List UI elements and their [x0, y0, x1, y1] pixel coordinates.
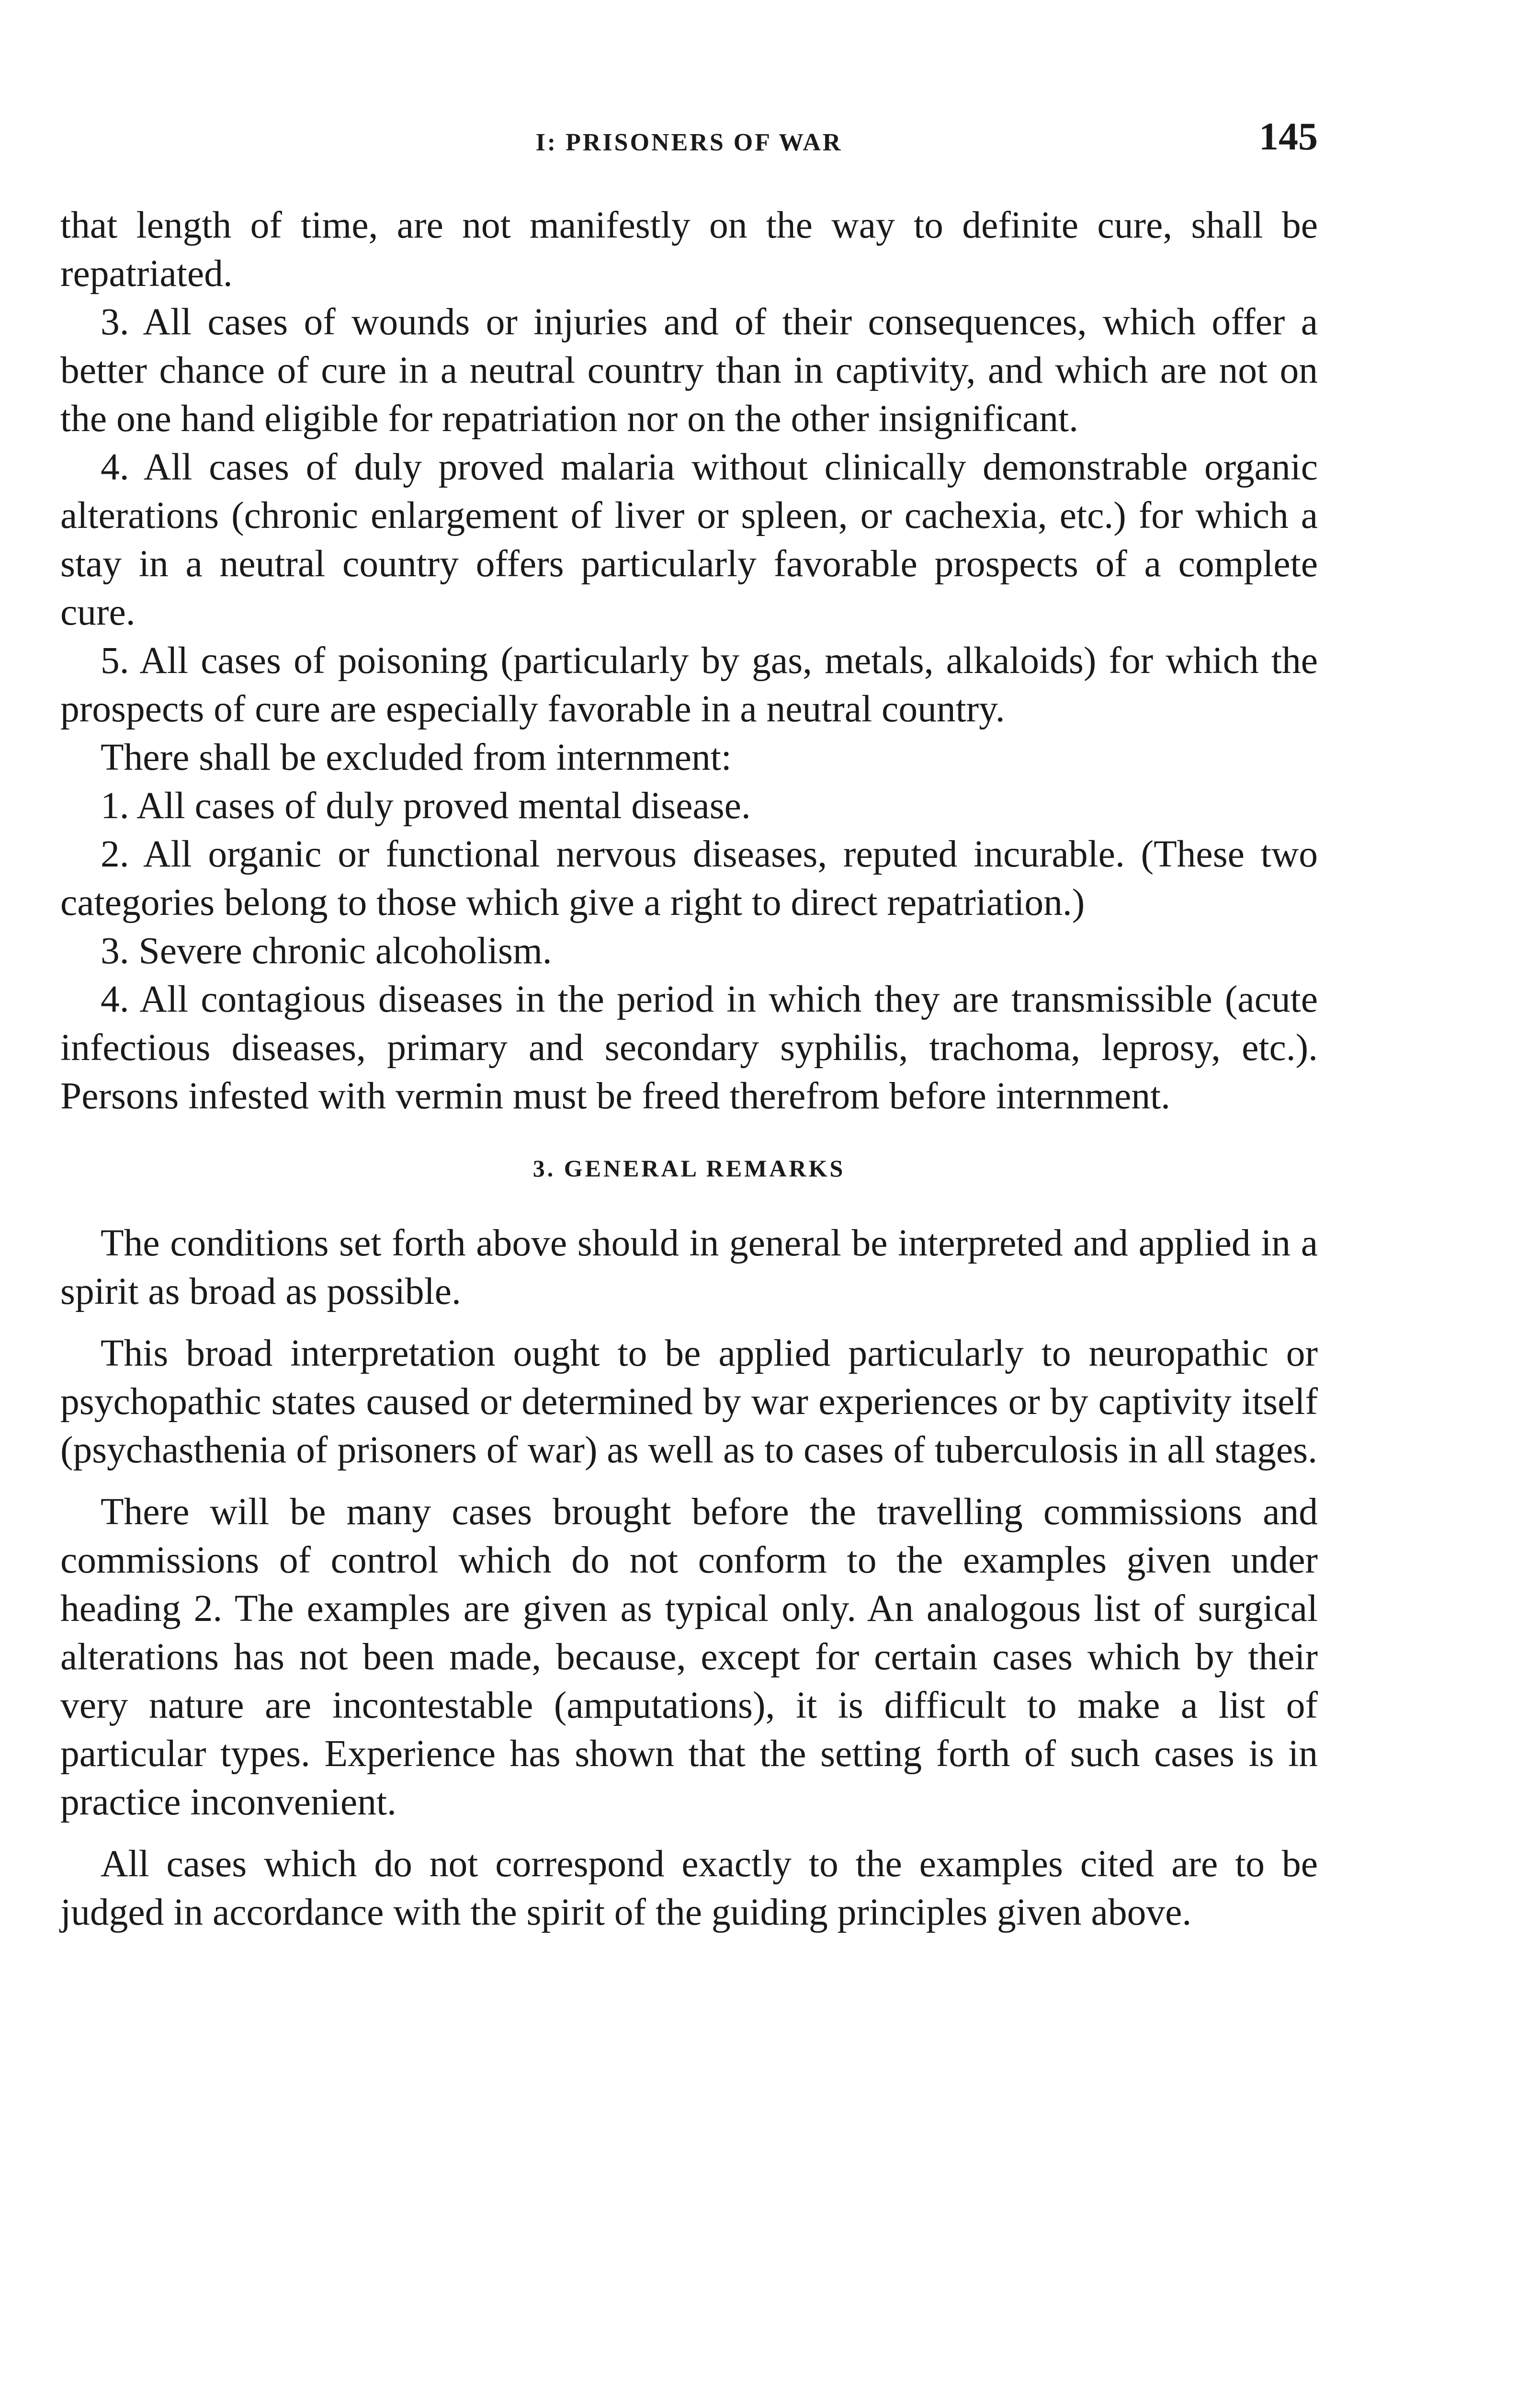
paragraph: 1. All cases of duly proved mental disease.	[101, 785, 751, 827]
running-title: I: PRISONERS OF WAR	[535, 129, 843, 156]
paragraph-gap	[60, 1474, 1318, 1488]
paragraph: There will be many cases brought before the travelling commissions and commissions of control which do not conform to the examples given under heading 2. The examples are given as typical only. An analogous list of surgical alterations has not been made, because, except for certain cases which by their very nature are incontestable (amputations), it is difficult to make a list of particular types. Experience has shown that the setting forth of such cases is in practice inconvenient.	[60, 1491, 1318, 1823]
paragraph: 4. All contagious diseases in the period in which they are transmissible (acute infectious diseases, primary and secondary syphilis, trachoma, leprosy, etc.). Persons infested with vermin must be freed therefrom before internment.	[60, 978, 1318, 1117]
paragraph: There shall be excluded from internment:	[101, 736, 732, 778]
body-text	[60, 201, 1318, 1937]
paragraph: All cases which do not correspond exactly to the examples cited are to be judged in accordance with the spirit of the guiding principles given above.	[60, 1843, 1318, 1933]
page-number: 145	[1259, 114, 1318, 158]
paragraph: 5. All cases of poisoning (particularly by gas, metals, alkaloids) for which the prospects of cure are especially favorable in a neutral country.	[60, 639, 1318, 730]
paragraph: 4. All cases of duly proved malaria without clinically demonstrable organic alterations (chronic enlargement of liver or spleen, or cachexia, etc.) for which a stay in a neutral country offers particularly favorable prospects of a complete cure.	[60, 446, 1318, 633]
paragraph-gap	[60, 1826, 1318, 1840]
paragraph: 2. All organic or functional nervous diseases, reputed incurable. (These two categories belong to those which give a right to direct repatriation.)	[60, 833, 1318, 924]
paragraph: 3. Severe chronic alcoholism.	[101, 930, 552, 972]
paragraph-gap	[60, 1316, 1318, 1329]
running-head	[60, 114, 1318, 162]
section-heading: 3. GENERAL REMARKS	[532, 1155, 846, 1182]
paragraph: 3. All cases of wounds or injuries and of their consequences, which offer a better chance of cure in a neutral country than in captivity, and which are not on the one hand eligible for repatriation nor on the other insignificant.	[60, 301, 1318, 440]
paragraph: This broad interpretation ought to be applied particularly to neuropathic or psychopathic states caused or determined by war experiences or by captivity itself (psychasthenia of prisoners of war) as well as to cases of tuberculosis in all stages.	[60, 1332, 1318, 1471]
paragraph: that length of time, are not manifestly on the way to definite cure, shall be repatriated.	[60, 204, 1318, 295]
paragraph: The conditions set forth above should in general be interpreted and applied in a spirit as broad as possible.	[60, 1222, 1318, 1312]
